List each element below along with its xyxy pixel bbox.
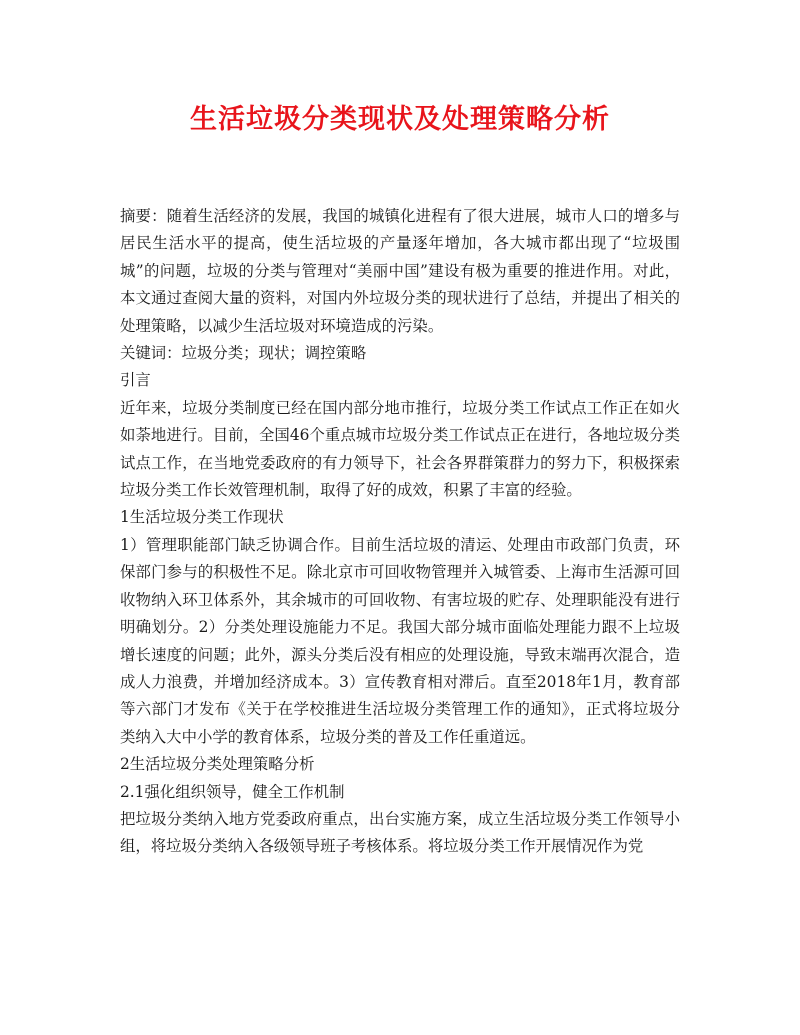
keywords-line: 关键词：垃圾分类；现状；调控策略: [120, 344, 367, 363]
section-1-heading: 1生活垃圾分类工作现状: [120, 508, 284, 527]
section-2-1-paragraph: 把垃圾分类纳入地方党委政府重点，出台实施方案，成立生活垃圾分类工作领导小组，将垃圾分类纳入各级领导班子考核体系。将垃圾分类工作开展情况作为党: [120, 809, 680, 856]
document-title: 生活垃圾分类现状及处理策略分析: [190, 104, 610, 135]
introduction-heading: 引言: [120, 371, 151, 390]
section-2-1-heading: 2.1强化组织领导，健全工作机制: [120, 782, 345, 801]
introduction-paragraph: 近年来，垃圾分类制度已经在国内部分地市推行，垃圾分类工作试点工作正在如火如荼地进行。目前，全国46个重点城市垃圾分类工作试点正在进行，各地垃圾分类试点工作，在当地党委政府的有力领导下，社会各界群策群力的努力下，积极探索垃圾分类工作长效管理机制，取得了好的成效，积累了丰富的经验。: [120, 398, 680, 500]
section-1-paragraph: 1）管理职能部门缺乏协调合作。目前生活垃圾的清运、处理由市政部门负责，环保部门参与的积极性不足。除北京市可回收物管理并入城管委、上海市生活源可回收物纳入环卫体系外，其余城市的可回收物、有害垃圾的贮存、处理职能没有进行明确划分。2）分类处理设施能力不足。我国大部分城市面临处理能力跟不上垃圾增长速度的问题；此外，源头分类后没有相应的处理设施，导致末端再次混合，造成人力浪费，并增加经济成本。3）宣传教育相对滞后。直至2018年1月，教育部等六部门才发布《关于在学校推进生活垃圾分类管理工作的通知》，正式将垃圾分类纳入大中小学的教育体系，垃圾分类的普及工作任重道远。: [120, 535, 680, 746]
document-body: [120, 203, 680, 861]
abstract-paragraph: 摘要：随着生活经济的发展，我国的城镇化进程有了很大进展，城市人口的增多与居民生活水平的提高，使生活垃圾的产量逐年增加，各大城市都出现了“垃圾围城”的问题，垃圾的分类与管理对“美丽中国”建设有极为重要的推进作用。对此，本文通过查阅大量的资料，对国内外垃圾分类的现状进行了总结，并提出了相关的处理策略，以减少生活垃圾对环境造成的污染。: [120, 207, 680, 335]
section-2-heading: 2生活垃圾分类处理策略分析: [120, 755, 315, 774]
